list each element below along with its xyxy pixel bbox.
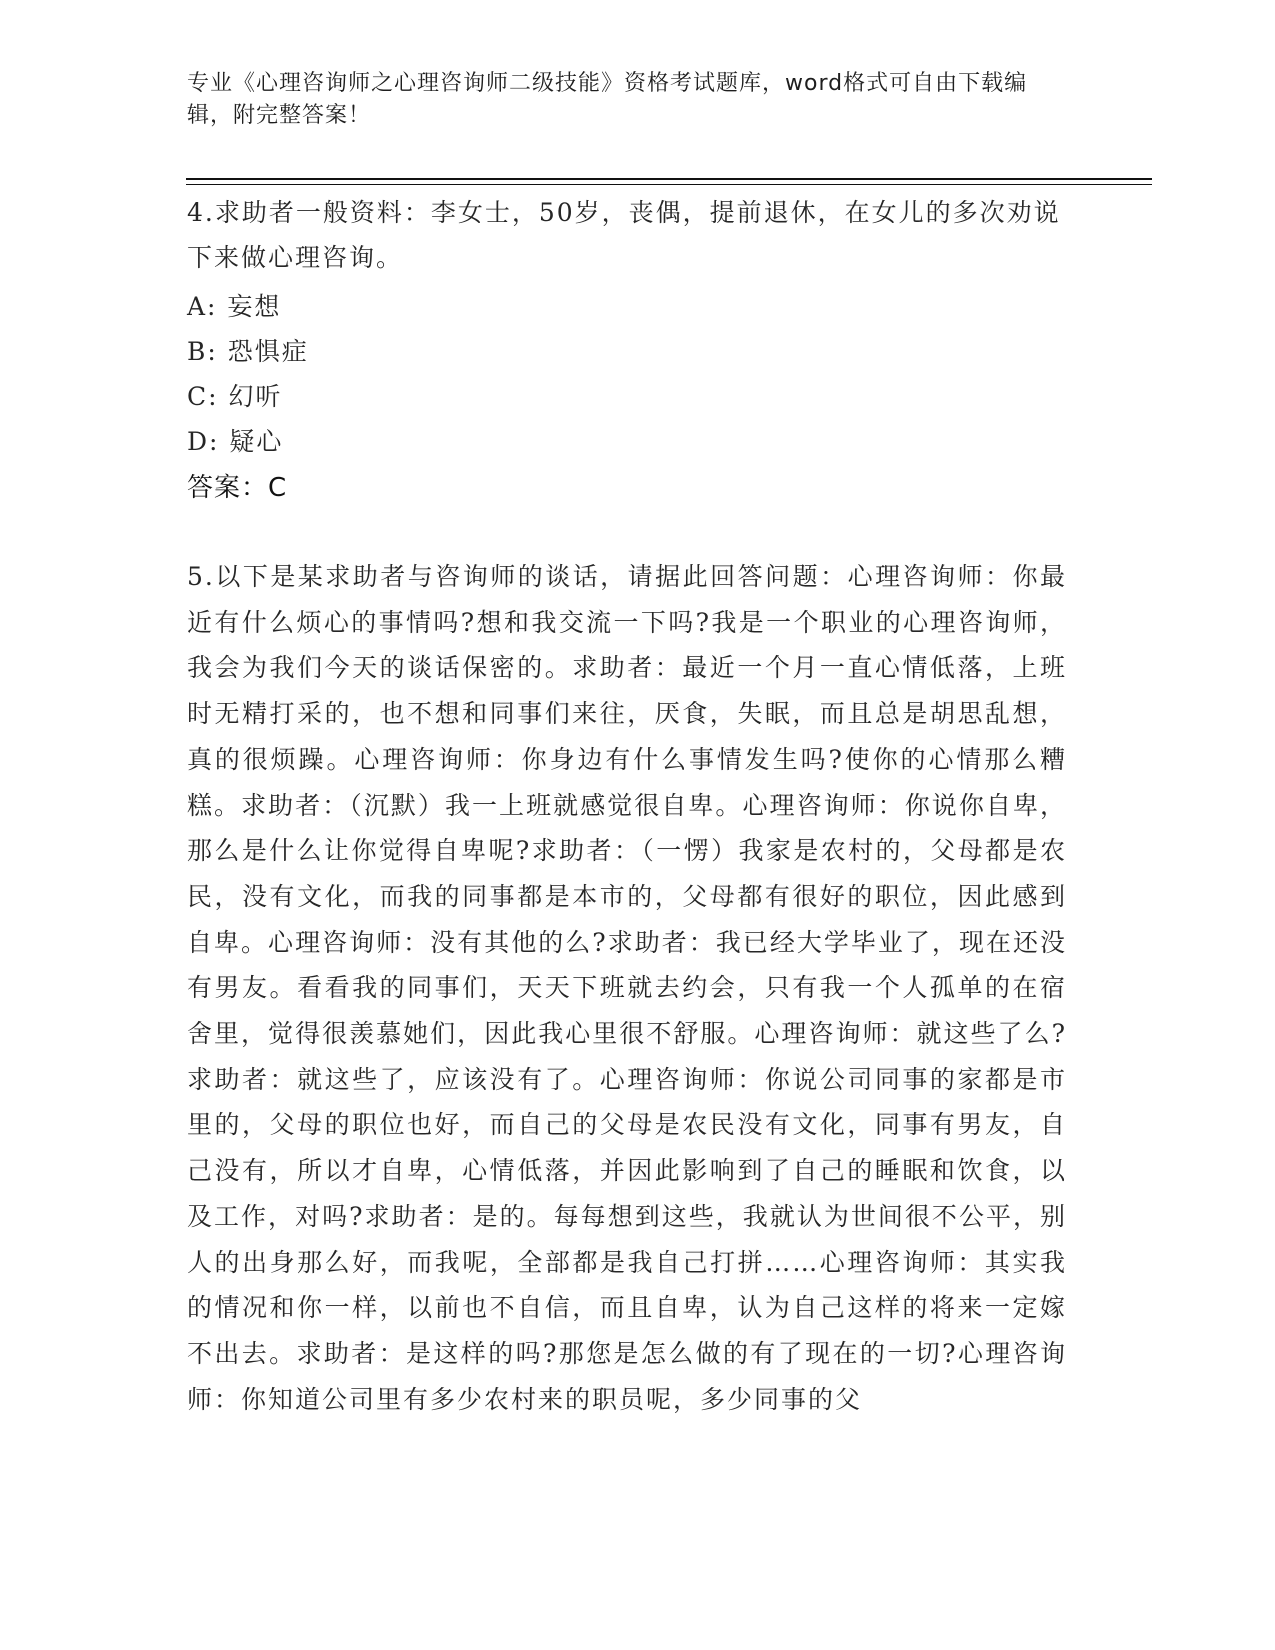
option-b: B: 恐惧症 <box>187 337 309 366</box>
option-a: A: 妄想 <box>187 292 282 321</box>
question-4-answer: 答案：C <box>187 473 288 503</box>
header-rule-thin <box>186 184 1152 185</box>
option-c: C: 幻听 <box>187 382 283 411</box>
question-4-stem: 4.求助者一般资料：李女士，50岁，丧偶，提前退休，在女儿的多次劝说下来做心理咨询。 <box>187 198 1061 272</box>
header-rule-thick <box>186 178 1152 180</box>
question-5 <box>187 554 1067 1422</box>
option-d: D: 疑心 <box>187 427 284 456</box>
document-body <box>187 190 1067 1422</box>
question-5-stem: 5.以下是某求助者与咨询师的谈话，请据此回答问题：心理咨询师：你最近有什么烦心的事情吗?想和我交流一下吗?我是一个职业的心理咨询师，我会为我们今天的谈话保密的。求助者：最近一个月一直心情低落，上班时无精打采的，也不想和同事们来往，厌食，失眠，而且总是胡思乱想，真的很烦躁。心理咨询师：你身边有什么事情发生吗?使你的心情那么糟糕。求助者：（沉默）我一上班就感觉很自卑。心理咨询师：你说你自卑，那么是什么让你觉得自卑呢?求助者：（一愣）我家是农村的，父母都是农民，没有文化，而我的同事都是本市的，父母都有很好的职位，因此感到自卑。心理咨询师：没有其他的么?求助者：我已经大学毕业了，现在还没有男友。看看我的同事们，天天下班就去约会，只有我一个人孤单的在宿舍里，觉得很羡慕她们，因此我心里很不舒服。心理咨询师：就这些了么?求助者：就这些了，应该没有了。心理咨询师：你说公司同事的家都是市里的，父母的职位也好，而自己的父母是农民没有文化，同事有男友，自己没有，所以才自卑，心情低落，并因此影响到了自己的睡眠和饮食，以及工作，对吗?求助者：是的。每每想到这些，我就认为世间很不公平，别人的出身那么好，而我呢，全部都是我自己打拼……心理咨询师：其实我的情况和你一样，以前也不自信，而且自卑，认为自己这样的将来一定嫁不出去。求助者：是这样的吗?那您是怎么做的有了现在的一切?心理咨询师：你知道公司里有多少农村来的职员呢，多少同事的父 <box>187 562 1067 1414</box>
question-4-options <box>187 284 1067 464</box>
page-header: 专业《心理咨询师之心理咨询师二级技能》资格考试题库，word格式可自由下载编辑，附完整答案！ <box>187 71 1028 128</box>
question-4 <box>187 190 1067 512</box>
